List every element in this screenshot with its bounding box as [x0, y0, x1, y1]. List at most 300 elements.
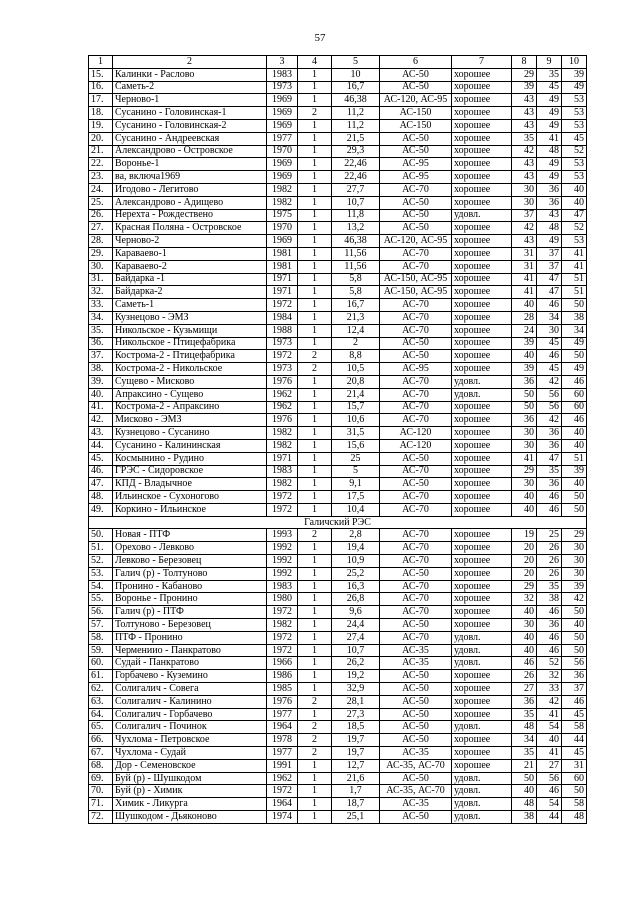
table-cell: 42: [512, 145, 537, 158]
table-cell: 65.: [89, 721, 113, 734]
table-cell: 71.: [89, 798, 113, 811]
table-cell: 31: [562, 759, 587, 772]
table-cell: 1: [298, 401, 332, 414]
table-cell: 50: [562, 491, 587, 504]
table-cell: 1993: [267, 529, 298, 542]
table-row: [89, 171, 587, 184]
table-cell: 50: [562, 644, 587, 657]
table-row: [89, 196, 587, 209]
table-cell: 30: [562, 555, 587, 568]
table-cell: 27,7: [332, 183, 380, 196]
table-cell: 5: [332, 56, 380, 69]
table-cell: АС-50: [380, 350, 452, 363]
table-cell: 9,6: [332, 606, 380, 619]
table-cell: Кострома-2 - Птицефабрика: [113, 350, 267, 363]
table-cell: хорошее: [452, 299, 512, 312]
table-cell: 1: [298, 452, 332, 465]
table-cell: 9: [537, 56, 562, 69]
table-cell: 1: [298, 683, 332, 696]
table-cell: 31,5: [332, 427, 380, 440]
table-cell: АС-70: [380, 183, 452, 196]
table-cell: 2: [332, 337, 380, 350]
table-cell: 20: [512, 542, 537, 555]
table-cell: 1: [298, 68, 332, 81]
table-row: [89, 529, 587, 542]
table-cell: 50: [562, 503, 587, 516]
table-cell: 41: [512, 286, 537, 299]
table-cell: 19,2: [332, 670, 380, 683]
table-cell: АС-70: [380, 388, 452, 401]
table-cell: Химик - Ликурга: [113, 798, 267, 811]
table-cell: хорошее: [452, 606, 512, 619]
table-cell: 40: [562, 183, 587, 196]
table-cell: 36: [537, 196, 562, 209]
table-cell: 1: [298, 388, 332, 401]
table-cell: Галич (р) - Толтуново: [113, 567, 267, 580]
table-cell: 16,7: [332, 299, 380, 312]
table-cell: 1972: [267, 606, 298, 619]
table-cell: 15,7: [332, 401, 380, 414]
table-cell: АС-120, АС-95: [380, 235, 452, 248]
table-row: [89, 759, 587, 772]
table-cell: хорошее: [452, 542, 512, 555]
table-cell: хорошее: [452, 567, 512, 580]
table-cell: 45: [562, 747, 587, 760]
table-cell: Кузнецово - Сусанино: [113, 427, 267, 440]
table-cell: 1983: [267, 465, 298, 478]
table-cell: 1: [298, 785, 332, 798]
table-cell: 26: [537, 542, 562, 555]
table-row: [89, 644, 587, 657]
table-cell: Галич (р) - ПТФ: [113, 606, 267, 619]
table-cell: 18,5: [332, 721, 380, 734]
table-cell: 1972: [267, 350, 298, 363]
table-cell: Коркино - Ильинское: [113, 503, 267, 516]
table-cell: 11,56: [332, 247, 380, 260]
table-cell: 42: [562, 593, 587, 606]
table-cell: 40: [512, 785, 537, 798]
section-row: [89, 516, 587, 529]
table-cell: 60: [562, 401, 587, 414]
table-cell: 52: [562, 145, 587, 158]
table-cell: 1: [298, 427, 332, 440]
table-cell: хорошее: [452, 414, 512, 427]
table-cell: 16,7: [332, 81, 380, 94]
table-cell: 46: [537, 299, 562, 312]
table-cell: 69.: [89, 772, 113, 785]
table-cell: 1982: [267, 478, 298, 491]
table-cell: 43: [512, 119, 537, 132]
table-cell: 44: [537, 811, 562, 824]
table-cell: АС-70: [380, 606, 452, 619]
table-cell: Ильинское - Сухоногово: [113, 491, 267, 504]
table-cell: 1972: [267, 503, 298, 516]
table-cell: 1981: [267, 247, 298, 260]
table-cell: 41: [562, 260, 587, 273]
table-cell: 60: [562, 772, 587, 785]
table-cell: 1: [298, 94, 332, 107]
table-cell: 1: [298, 708, 332, 721]
table-cell: 36: [512, 414, 537, 427]
table-cell: Толтуново - Березовец: [113, 619, 267, 632]
table-cell: 49: [537, 107, 562, 120]
table-cell: АС-70: [380, 414, 452, 427]
table-cell: 42: [512, 222, 537, 235]
table-cell: Черново-1: [113, 94, 267, 107]
table-cell: хорошее: [452, 363, 512, 376]
table-cell: 2: [298, 107, 332, 120]
table-cell: Сущево - Мисково: [113, 375, 267, 388]
table-cell: АС-70: [380, 491, 452, 504]
table-cell: 58: [562, 798, 587, 811]
table-cell: 19,7: [332, 747, 380, 760]
table-cell: хорошее: [452, 286, 512, 299]
table-cell: 21,6: [332, 772, 380, 785]
data-table: [88, 55, 587, 824]
table-cell: 1: [298, 81, 332, 94]
table-cell: 25.: [89, 196, 113, 209]
table-cell: 50: [562, 785, 587, 798]
table-cell: 2: [298, 350, 332, 363]
table-cell: 61.: [89, 670, 113, 683]
table-cell: 2,8: [332, 529, 380, 542]
table-row: [89, 132, 587, 145]
table-row: [89, 555, 587, 568]
table-cell: Чухлома - Петровское: [113, 734, 267, 747]
table-cell: 1982: [267, 196, 298, 209]
table-cell: 66.: [89, 734, 113, 747]
table-cell: АС-35: [380, 747, 452, 760]
table-cell: 48: [512, 798, 537, 811]
table-cell: АС-50: [380, 81, 452, 94]
table-cell: 27: [537, 759, 562, 772]
table-row: [89, 209, 587, 222]
table-cell: 46,38: [332, 94, 380, 107]
table-cell: 1982: [267, 439, 298, 452]
table-cell: хорошее: [452, 593, 512, 606]
table-cell: 56.: [89, 606, 113, 619]
table-cell: 31: [512, 260, 537, 273]
table-cell: 36: [537, 619, 562, 632]
table-cell: 19.: [89, 119, 113, 132]
table-cell: 50: [562, 631, 587, 644]
table-cell: АС-50: [380, 734, 452, 747]
table-row: [89, 324, 587, 337]
table-cell: 40: [562, 478, 587, 491]
table-cell: 36: [537, 183, 562, 196]
table-cell: 30: [562, 542, 587, 555]
table-cell: 49: [537, 94, 562, 107]
table-cell: 50: [512, 401, 537, 414]
table-cell: 1: [298, 567, 332, 580]
table-cell: 46: [537, 644, 562, 657]
table-cell: АС-70: [380, 401, 452, 414]
table-cell: 32,9: [332, 683, 380, 696]
table-row: [89, 222, 587, 235]
table-cell: 62.: [89, 683, 113, 696]
table-cell: 2: [298, 734, 332, 747]
table-cell: 48: [562, 811, 587, 824]
table-cell: АС-50: [380, 567, 452, 580]
table-cell: 26: [537, 555, 562, 568]
table-cell: АС-35, АС-70: [380, 785, 452, 798]
table-cell: 49: [562, 337, 587, 350]
table-cell: 41: [537, 132, 562, 145]
table-cell: 48.: [89, 491, 113, 504]
table-cell: 1972: [267, 785, 298, 798]
table-cell: удовл.: [452, 721, 512, 734]
table-cell: 1983: [267, 580, 298, 593]
table-cell: 25,2: [332, 567, 380, 580]
table-cell: 22.: [89, 158, 113, 171]
table-cell: 40: [512, 644, 537, 657]
table-row: [89, 273, 587, 286]
table-cell: 50: [562, 350, 587, 363]
table-cell: 1971: [267, 452, 298, 465]
table-cell: 1977: [267, 747, 298, 760]
table-cell: 38: [537, 593, 562, 606]
table-cell: 19,4: [332, 542, 380, 555]
table-cell: 45.: [89, 452, 113, 465]
table-cell: ва, включа1969: [113, 171, 267, 184]
table-cell: удовл.: [452, 631, 512, 644]
table-cell: 5,8: [332, 273, 380, 286]
table-cell: 4: [298, 56, 332, 69]
table-cell: 1: [298, 631, 332, 644]
table-cell: 1969: [267, 171, 298, 184]
table-cell: 49: [562, 363, 587, 376]
table-cell: хорошее: [452, 158, 512, 171]
table-cell: Александрово - Адищево: [113, 196, 267, 209]
table-cell: Солигалич - Совега: [113, 683, 267, 696]
table-cell: 40.: [89, 388, 113, 401]
table-cell: 1: [298, 555, 332, 568]
table-cell: 21,3: [332, 311, 380, 324]
table-cell: 26,2: [332, 657, 380, 670]
table-cell: 51: [562, 452, 587, 465]
table-cell: хорошее: [452, 465, 512, 478]
table-cell: 19: [512, 529, 537, 542]
table-row: [89, 721, 587, 734]
table-cell: 1971: [267, 273, 298, 286]
table-cell: Байдарка-2: [113, 286, 267, 299]
table-cell: АС-50: [380, 683, 452, 696]
table-row: [89, 311, 587, 324]
table-cell: 34: [537, 311, 562, 324]
table-cell: хорошее: [452, 171, 512, 184]
table-cell: 12,7: [332, 759, 380, 772]
table-cell: 1977: [267, 132, 298, 145]
table-cell: 46.: [89, 465, 113, 478]
table-cell: 1976: [267, 414, 298, 427]
table-cell: 46: [537, 631, 562, 644]
table-cell: АС-70: [380, 299, 452, 312]
table-cell: 1962: [267, 388, 298, 401]
table-row: [89, 145, 587, 158]
table-cell: 1: [298, 811, 332, 824]
table-cell: 51: [562, 273, 587, 286]
table-cell: Байдарка -1: [113, 273, 267, 286]
table-cell: АС-70: [380, 529, 452, 542]
table-cell: 15.: [89, 68, 113, 81]
table-cell: Мисково - ЭМЗ: [113, 414, 267, 427]
table-cell: 12,4: [332, 324, 380, 337]
table-row: [89, 414, 587, 427]
table-cell: 60.: [89, 657, 113, 670]
table-cell: 1969: [267, 235, 298, 248]
table-cell: 40: [512, 491, 537, 504]
table-cell: 1: [298, 299, 332, 312]
table-cell: 30: [512, 478, 537, 491]
table-cell: ПТФ - Пронино: [113, 631, 267, 644]
table-cell: 30: [562, 567, 587, 580]
table-cell: 50: [562, 606, 587, 619]
table-cell: 49: [537, 235, 562, 248]
table-cell: 54.: [89, 580, 113, 593]
table-cell: 53.: [89, 567, 113, 580]
table-header-row: [89, 56, 587, 69]
table-cell: 42: [537, 414, 562, 427]
table-cell: 1: [298, 132, 332, 145]
table-cell: 41: [537, 747, 562, 760]
table-cell: 1984: [267, 311, 298, 324]
table-cell: 1: [298, 503, 332, 516]
table-cell: 39: [512, 363, 537, 376]
table-cell: АС-95: [380, 158, 452, 171]
table-row: [89, 695, 587, 708]
table-cell: 40: [562, 439, 587, 452]
table-cell: 27,3: [332, 708, 380, 721]
table-cell: 24.: [89, 183, 113, 196]
table-cell: 56: [537, 772, 562, 785]
table-cell: 48: [537, 145, 562, 158]
table-cell: Дор - Семеновское: [113, 759, 267, 772]
table-cell: 37: [537, 260, 562, 273]
table-cell: хорошее: [452, 119, 512, 132]
table-cell: 25: [537, 529, 562, 542]
table-cell: 1982: [267, 427, 298, 440]
table-cell: 39: [512, 337, 537, 350]
table-cell: 1992: [267, 567, 298, 580]
table-cell: 36: [537, 478, 562, 491]
table-cell: Сусанино - Головинская-1: [113, 107, 267, 120]
table-cell: удовл.: [452, 798, 512, 811]
table-cell: 10,7: [332, 644, 380, 657]
table-cell: Шушкодом - Дьяконово: [113, 811, 267, 824]
table-row: [89, 491, 587, 504]
table-cell: АС-50: [380, 196, 452, 209]
table-cell: 47: [537, 273, 562, 286]
table-row: [89, 158, 587, 171]
table-cell: 1: [298, 286, 332, 299]
table-cell: Калинки - Раслово: [113, 68, 267, 81]
table-row: [89, 401, 587, 414]
table-cell: 46: [537, 491, 562, 504]
table-cell: 49: [537, 119, 562, 132]
table-cell: 10,6: [332, 414, 380, 427]
table-cell: 46: [537, 503, 562, 516]
table-cell: 1: [298, 158, 332, 171]
table-cell: 1969: [267, 119, 298, 132]
table-cell: 1: [298, 183, 332, 196]
table-cell: 41: [537, 708, 562, 721]
table-cell: 45: [537, 81, 562, 94]
table-cell: 47: [537, 452, 562, 465]
table-cell: 35: [512, 747, 537, 760]
table-cell: 20.: [89, 132, 113, 145]
table-cell: 17.: [89, 94, 113, 107]
table-cell: 49: [537, 158, 562, 171]
table-cell: 16.: [89, 81, 113, 94]
table-cell: 20: [512, 567, 537, 580]
table-cell: 46: [562, 375, 587, 388]
table-cell: 1982: [267, 183, 298, 196]
table-cell: 53: [562, 235, 587, 248]
table-cell: 40: [537, 734, 562, 747]
table-cell: 5,8: [332, 286, 380, 299]
table-cell: Буй (р) - Шушкодом: [113, 772, 267, 785]
table-row: [89, 503, 587, 516]
table-cell: 43: [512, 171, 537, 184]
table-cell: 44.: [89, 439, 113, 452]
table-cell: ГРЭС - Сидоровское: [113, 465, 267, 478]
table-cell: 35: [537, 580, 562, 593]
table-cell: 1972: [267, 299, 298, 312]
table-cell: 1972: [267, 491, 298, 504]
table-cell: АС-70: [380, 311, 452, 324]
table-cell: АС-120: [380, 427, 452, 440]
table-cell: 7: [452, 56, 512, 69]
table-cell: 46: [512, 657, 537, 670]
table-cell: Сусанино - Андреевская: [113, 132, 267, 145]
table-cell: 28.: [89, 235, 113, 248]
table-cell: 1992: [267, 542, 298, 555]
table-cell: 1969: [267, 94, 298, 107]
table-cell: 36: [562, 670, 587, 683]
table-cell: хорошее: [452, 529, 512, 542]
table-cell: 33.: [89, 299, 113, 312]
table-cell: 56: [537, 388, 562, 401]
table-cell: 27,4: [332, 631, 380, 644]
table-cell: 1962: [267, 401, 298, 414]
table-cell: Космынино - Рудино: [113, 452, 267, 465]
table-cell: 26: [537, 567, 562, 580]
table-cell: 1: [298, 798, 332, 811]
table-cell: 42: [537, 375, 562, 388]
table-cell: 1972: [267, 631, 298, 644]
table-row: [89, 388, 587, 401]
table-cell: 25,1: [332, 811, 380, 824]
table-cell: 53: [562, 119, 587, 132]
table-cell: хорошее: [452, 695, 512, 708]
table-cell: Сусанино - Калининская: [113, 439, 267, 452]
table-row: [89, 81, 587, 94]
table-cell: Солигалич - Калинино: [113, 695, 267, 708]
table-row: [89, 683, 587, 696]
table-row: [89, 580, 587, 593]
table-cell: Караваево-1: [113, 247, 267, 260]
table-cell: 30: [512, 439, 537, 452]
table-cell: 1991: [267, 759, 298, 772]
table-cell: хорошее: [452, 145, 512, 158]
table-cell: 46: [537, 606, 562, 619]
table-cell: 40: [562, 196, 587, 209]
table-cell: 8,8: [332, 350, 380, 363]
table-row: [89, 465, 587, 478]
table-row: [89, 427, 587, 440]
table-cell: Новая - ПТФ: [113, 529, 267, 542]
table-cell: 68.: [89, 759, 113, 772]
